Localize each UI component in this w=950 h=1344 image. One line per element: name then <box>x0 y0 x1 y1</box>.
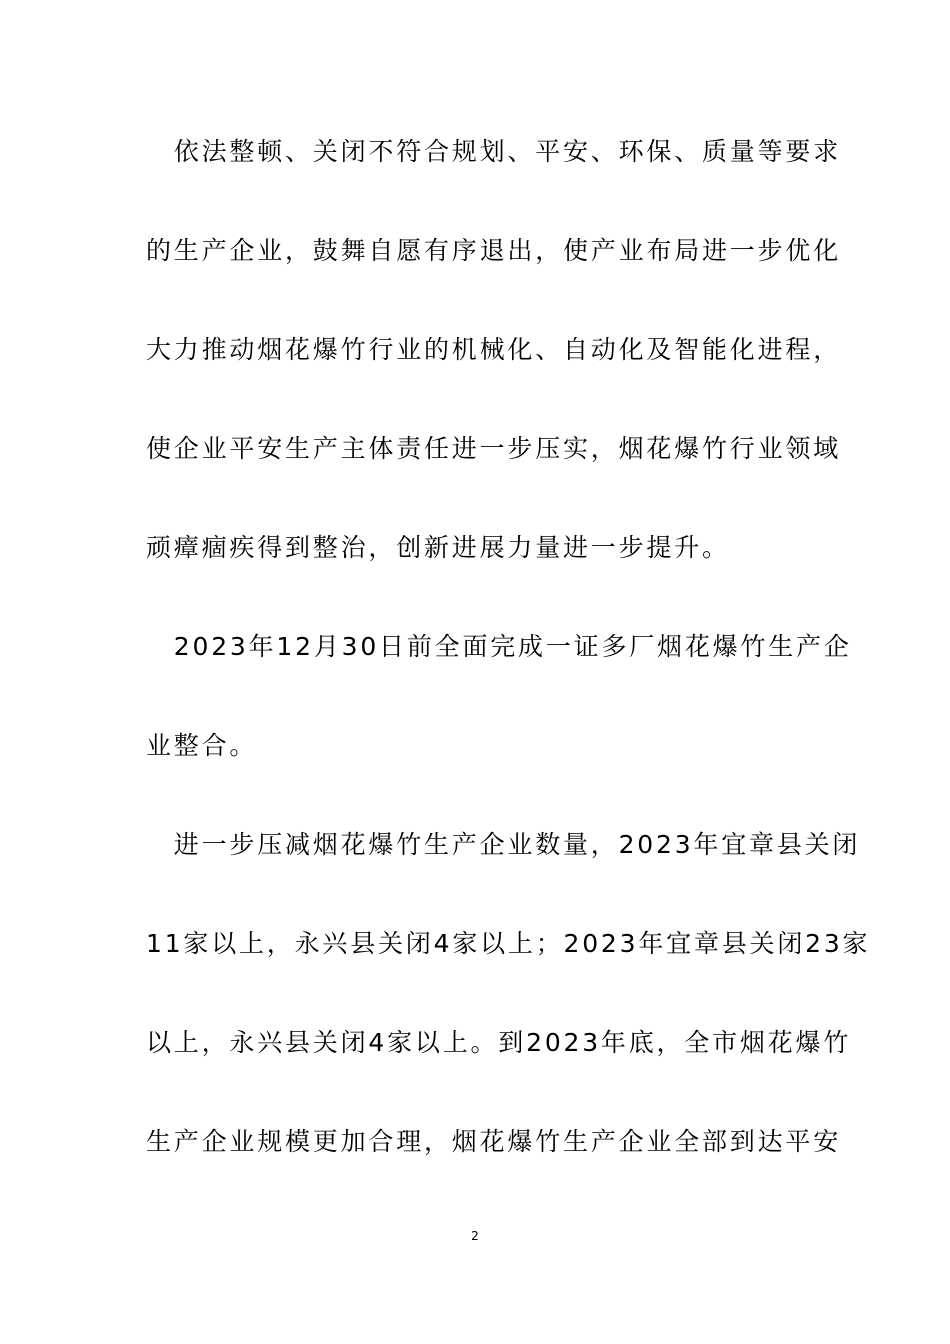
text-line: 进一步压减烟花爆竹生产企业数量，2023年宜章县关闭 <box>146 830 861 859</box>
text-line: 的生产企业，鼓舞自愿有序退出，使产业布局进一步优化 <box>146 236 842 265</box>
text-line: 2023年12月30日前全面完成一证多厂烟花爆竹生产企 <box>146 632 852 661</box>
text-line: 大力推动烟花爆竹行业的机械化、自动化及智能化进程， <box>146 335 842 364</box>
page-number: 2 <box>471 1229 479 1243</box>
text-line: 生产企业规模更加合理，烟花爆竹生产企业全部到达平安 <box>146 1127 842 1156</box>
text-line: 11家以上，永兴县关闭4家以上；2023年宜章县关闭23家 <box>146 929 871 958</box>
text-line: 以上，永兴县关闭4家以上。到2023年底，全市烟花爆竹 <box>146 1028 852 1057</box>
text-line: 依法整顿、关闭不符合规划、平安、环保、质量等要求 <box>146 137 842 166</box>
text-line: 业整合。 <box>146 731 258 760</box>
text-line: 顽瘴痼疾得到整治，创新进展力量进一步提升。 <box>146 533 730 562</box>
text-line: 使企业平安生产主体责任进一步压实，烟花爆竹行业领域 <box>146 434 842 463</box>
